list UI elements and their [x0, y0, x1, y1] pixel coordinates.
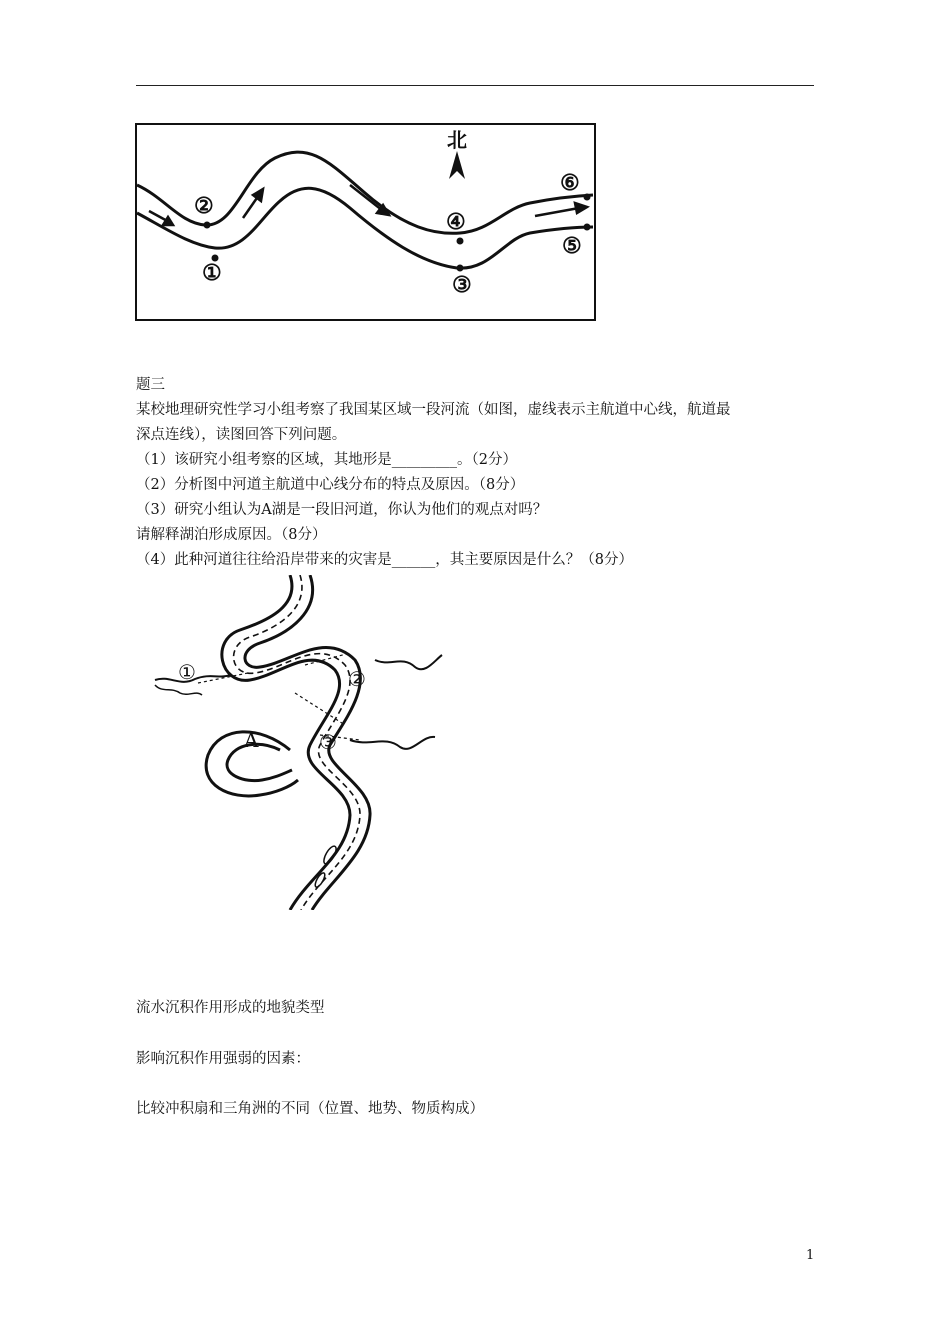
question-4: （4）此种河道往往给沿岸带来的灾害是______，其主要原因是什么？（8分）	[136, 552, 633, 568]
point-6: ⑥	[560, 170, 580, 196]
note-3: 比较冲积扇和三角洲的不同（位置、地势、物质构成）	[136, 1101, 484, 1117]
header-rule	[136, 85, 814, 86]
question-3b: 请解释湖泊形成原因。（8分）	[136, 527, 327, 543]
point-1: ①	[202, 260, 222, 286]
point-4: ④	[446, 209, 466, 235]
page-number: 1	[806, 1248, 815, 1263]
note-2: 影响沉积作用强弱的因素：	[136, 1051, 310, 1067]
point-2: ②	[194, 193, 214, 219]
question-title: 题三	[136, 377, 165, 393]
question-2: （2）分析图中河道主航道中心线分布的特点及原因。（8分）	[136, 477, 525, 493]
question-1: （1）该研究小组考察的区域，其地形是_________。（2分）	[136, 452, 517, 468]
fig2-point-2: ②	[348, 667, 366, 691]
river-diagram-1	[135, 123, 596, 321]
question-intro-1: 某校地理研究性学习小组考察了我国某区域一段河流（如图，虚线表示主航道中心线，航道最	[136, 402, 731, 418]
north-label: 北	[447, 128, 467, 152]
fig2-point-1: ①	[178, 660, 196, 684]
question-intro-2: 深点连线），读图回答下列问题。	[136, 427, 347, 443]
note-1: 流水沉积作用形成的地貌类型	[136, 1000, 325, 1016]
fig2-lake-label: A	[244, 728, 259, 752]
point-3: ③	[452, 272, 472, 298]
fig2-point-3: ③	[319, 730, 337, 754]
river-diagram-2	[150, 575, 450, 910]
question-3a: （3）研究小组认为A湖是一段旧河道，你认为他们的观点对吗？	[136, 502, 548, 518]
point-5: ⑤	[562, 233, 582, 259]
